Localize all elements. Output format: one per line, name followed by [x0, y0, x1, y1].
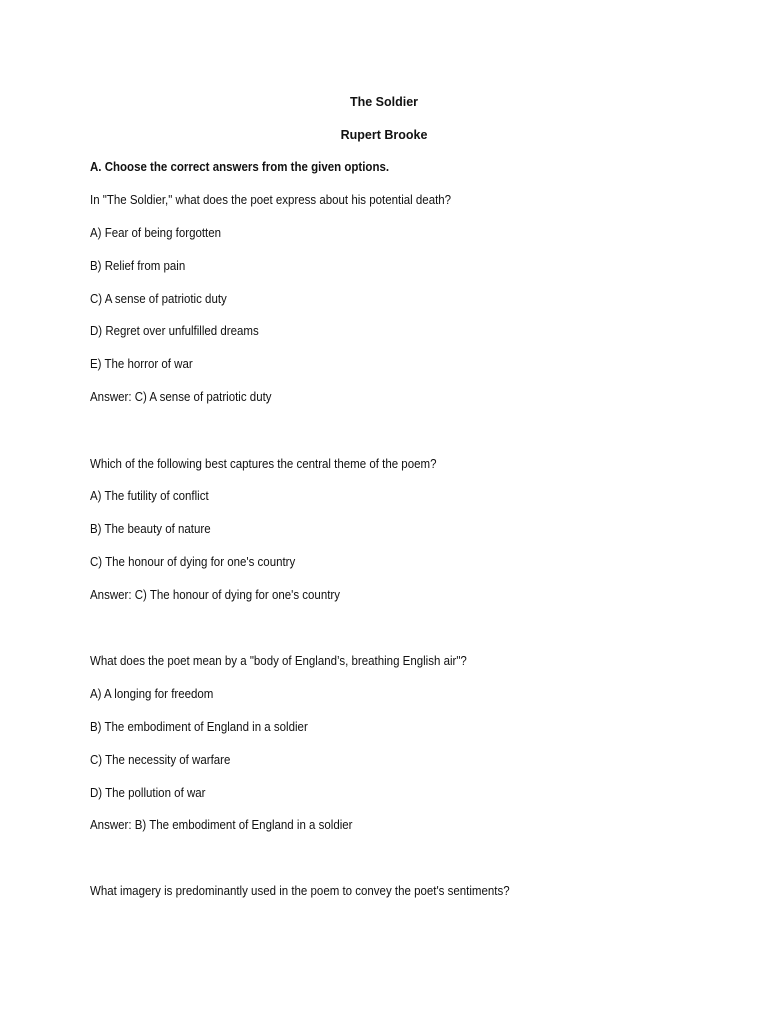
- question-3: What does the poet mean by a "body of England’s, breathing English air"?: [90, 654, 467, 668]
- question-1-option-b: B) Relief from pain: [90, 259, 186, 273]
- question-2-option-c: C) The honour of dying for one's country: [90, 555, 296, 569]
- question-1-option-d: D) Regret over unfulfilled dreams: [90, 324, 259, 338]
- question-2-option-b: B) The beauty of nature: [90, 522, 211, 536]
- section-instruction: A. Choose the correct answers from the given options.: [90, 160, 390, 174]
- document-author: Rupert Brooke: [340, 128, 428, 142]
- question-1-option-e: E) The horror of war: [90, 357, 193, 371]
- question-1-answer: Answer: C) A sense of patriotic duty: [90, 390, 272, 404]
- question-1-option-a: A) Fear of being forgotten: [90, 226, 222, 240]
- question-1-option-c: C) A sense of patriotic duty: [90, 292, 227, 306]
- document-title: The Soldier: [349, 95, 419, 109]
- question-2-option-a: A) The futility of conflict: [90, 489, 209, 503]
- question-4: What imagery is predominantly used in the poem to convey the poet's sentiments?: [90, 884, 510, 898]
- question-2: Which of the following best captures the central theme of the poem?: [90, 457, 437, 471]
- question-1: In "The Soldier," what does the poet express about his potential death?: [90, 193, 452, 207]
- question-3-option-b: B) The embodiment of England in a soldier: [90, 720, 308, 734]
- question-3-option-c: C) The necessity of warfare: [90, 753, 231, 767]
- question-3-answer: Answer: B) The embodiment of England in a soldier: [90, 818, 353, 832]
- question-3-option-d: D) The pollution of war: [90, 786, 206, 800]
- question-2-answer: Answer: C) The honour of dying for one's country: [90, 588, 341, 602]
- question-3-option-a: A) A longing for freedom: [90, 687, 214, 701]
